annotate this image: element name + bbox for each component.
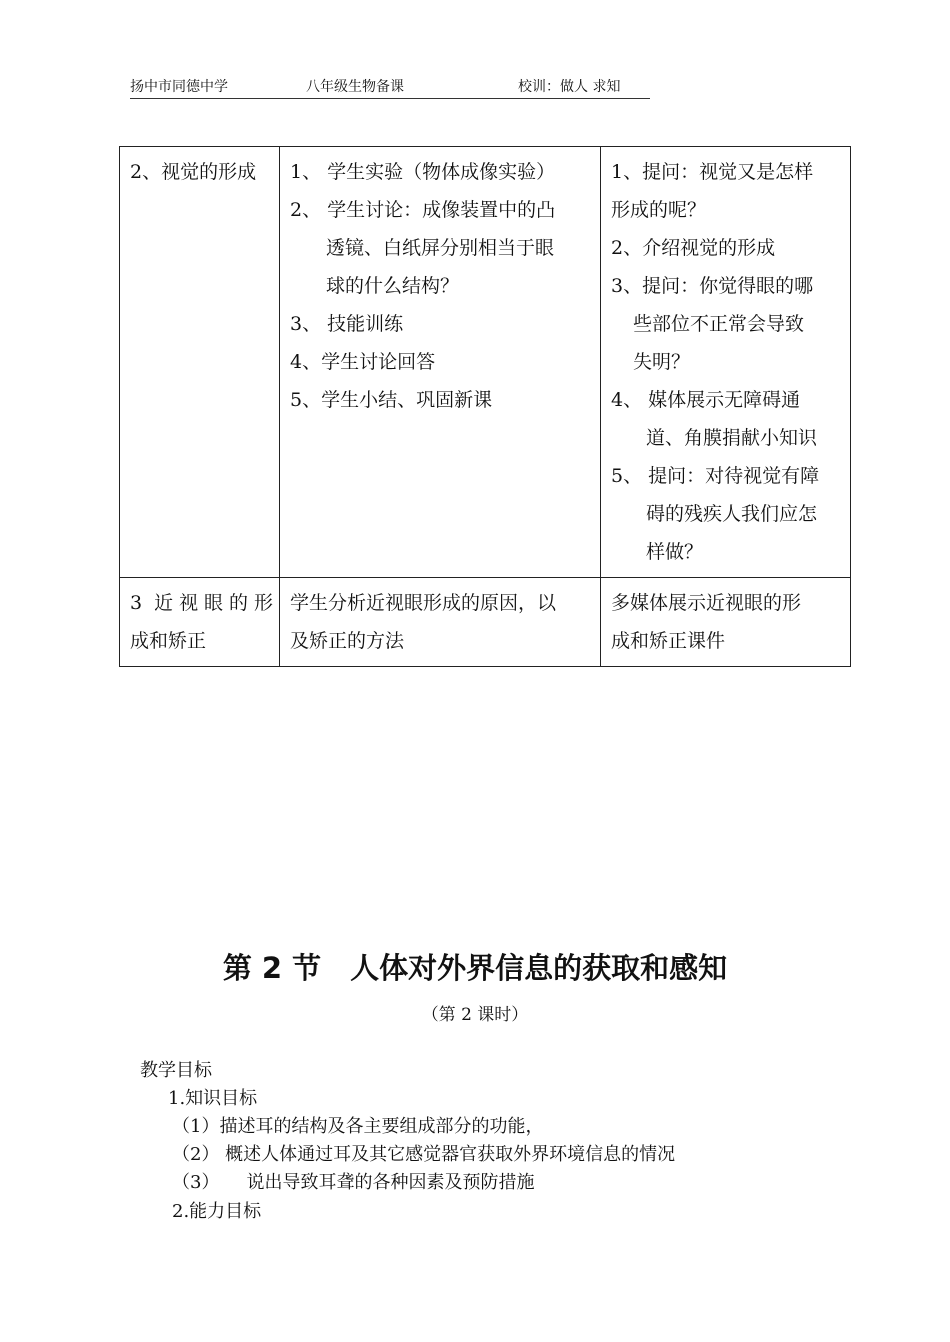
- knowledge-heading: 1.知识目标: [168, 1088, 258, 1109]
- teacher-line: 碍的残疾人我们应怎: [646, 503, 818, 525]
- header-motto: 校训：做人 求知: [518, 79, 621, 95]
- topic-text: 成和矫正: [130, 630, 207, 652]
- student-line: 学生分析近视眼形成的原因，以: [290, 592, 557, 614]
- objectives-heading: 教学目标: [140, 1060, 212, 1081]
- header-course: 八年级生物备课: [306, 79, 404, 95]
- teacher-line: 些部位不正常会导致: [633, 313, 805, 335]
- topic-text: 3 近视眼的形: [130, 592, 273, 614]
- teacher-line: 1、提问：视觉又是怎样: [611, 161, 814, 183]
- teacher-line: 2、介绍视觉的形成: [611, 237, 776, 259]
- teacher-line: 形成的呢？: [611, 199, 707, 221]
- student-line: 2、 学生讨论：成像装置中的凸: [290, 199, 556, 221]
- student-line: 1、 学生实验（物体成像实验）: [290, 161, 556, 183]
- student-line: 球的什么结构？: [326, 275, 460, 297]
- teacher-line: 道、角膜捐献小知识: [646, 427, 818, 449]
- teacher-line: 多媒体展示近视眼的形: [611, 592, 802, 614]
- lesson-table: [119, 146, 851, 667]
- section-title: 第 2 节 人体对外界信息的获取和感知: [222, 951, 728, 985]
- teacher-activity-cell: [601, 147, 851, 578]
- student-activity-cell: [280, 147, 601, 578]
- student-activity-cell: [280, 578, 601, 667]
- topic-cell: [120, 578, 280, 667]
- teacher-line: 样做？: [646, 541, 704, 563]
- student-line: 4、学生讨论回答: [290, 351, 436, 373]
- teacher-line: 5、 提问：对待视觉有障: [611, 465, 820, 487]
- ability-heading: 2.能力目标: [172, 1201, 262, 1222]
- teacher-line: 3、提问：你觉得眼的哪: [611, 275, 814, 297]
- student-line: 及矫正的方法: [290, 630, 405, 652]
- student-line: 透镜、白纸屏分别相当于眼: [326, 237, 555, 259]
- topic-cell: [120, 147, 280, 578]
- objective-item: （1）描述耳的结构及各主要组成部分的功能，: [172, 1116, 544, 1137]
- section-subtitle: （第 2 课时）: [421, 1005, 529, 1025]
- teacher-line: 4、 媒体展示无障碍通: [611, 389, 801, 411]
- table-row: [120, 147, 851, 578]
- teacher-line: 成和矫正课件: [611, 630, 726, 652]
- table-row: [120, 578, 851, 667]
- student-line: 5、学生小结、巩固新课: [290, 389, 493, 411]
- teacher-line: 失明？: [633, 351, 691, 373]
- header-school: 扬中市同德中学: [130, 79, 228, 95]
- objective-item: （2） 概述人体通过耳及其它感觉器官获取外界环境信息的情况: [172, 1144, 676, 1165]
- student-line: 3、 技能训练: [290, 313, 404, 335]
- topic-text: 2、视觉的形成: [130, 161, 257, 183]
- objective-item: （3） 说出导致耳聋的各种因素及预防措施: [172, 1172, 535, 1193]
- page-header: [130, 76, 650, 99]
- teacher-activity-cell: [601, 578, 851, 667]
